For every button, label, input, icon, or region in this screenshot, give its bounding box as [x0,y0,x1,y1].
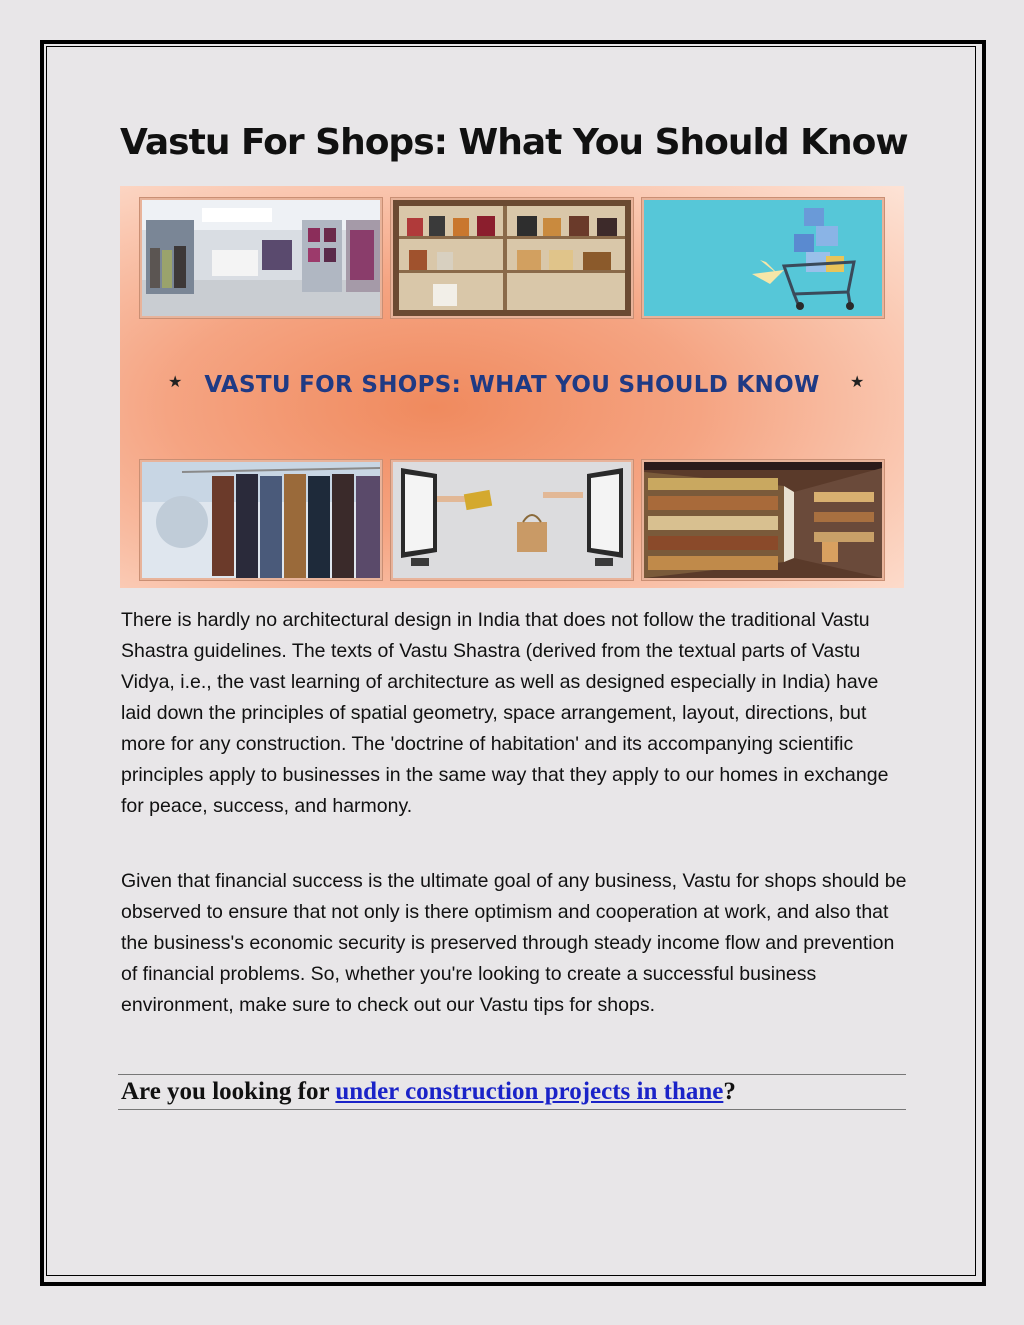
star-icon: ★ [168,374,183,391]
cta-box [118,1074,906,1110]
page-title: Vastu For Shops: What You Should Know [120,122,908,163]
cta-prefix: Are you looking for [121,1078,336,1105]
online-shopping-monitors-photo [391,460,633,580]
clothing-store-photo [140,198,382,318]
projects-link[interactable]: under construction projects in thane [335,1078,724,1105]
clothes-rack-photo [140,460,382,580]
cta-suffix: ? [723,1078,736,1105]
supermarket-aisle-photo [642,460,884,580]
banner-image [120,186,904,588]
star-icon: ★ [850,374,865,391]
handbag-shelves-photo [391,198,633,318]
business-paragraph: Given that financial success is the ultimate goal of any business, Vastu for shops should be observed to ensure that not only is there optimism and cooperation at work, and also that the business's economic security is preserved through steady income flow and prevention of financial problems. So, whether you're looking to create a successful business environment, make sure to check out our Vastu tips for shops. [121,870,907,1016]
cta-text [121,1078,736,1106]
shopping-cart-boxes-photo [642,198,884,318]
intro-paragraph: There is hardly no architectural design in India that does not follow the traditional Vastu Shastra guidelines. The texts of Vastu Shastra (derived from the textual parts of Vastu Vidya, i.e., the vast learning of architecture as well as designed especially in India) have laid down the principles of spatial geometry, space arrangement, layout, directions, but more for any construction. The 'doctrine of habitation' and its accompanying scientific principles apply to businesses in the same way that they apply to our homes in exchange for peace, success, and harmony. [121,609,889,817]
banner-heading: VASTU FOR SHOPS: WHAT YOU SHOULD KNOW [204,372,820,398]
